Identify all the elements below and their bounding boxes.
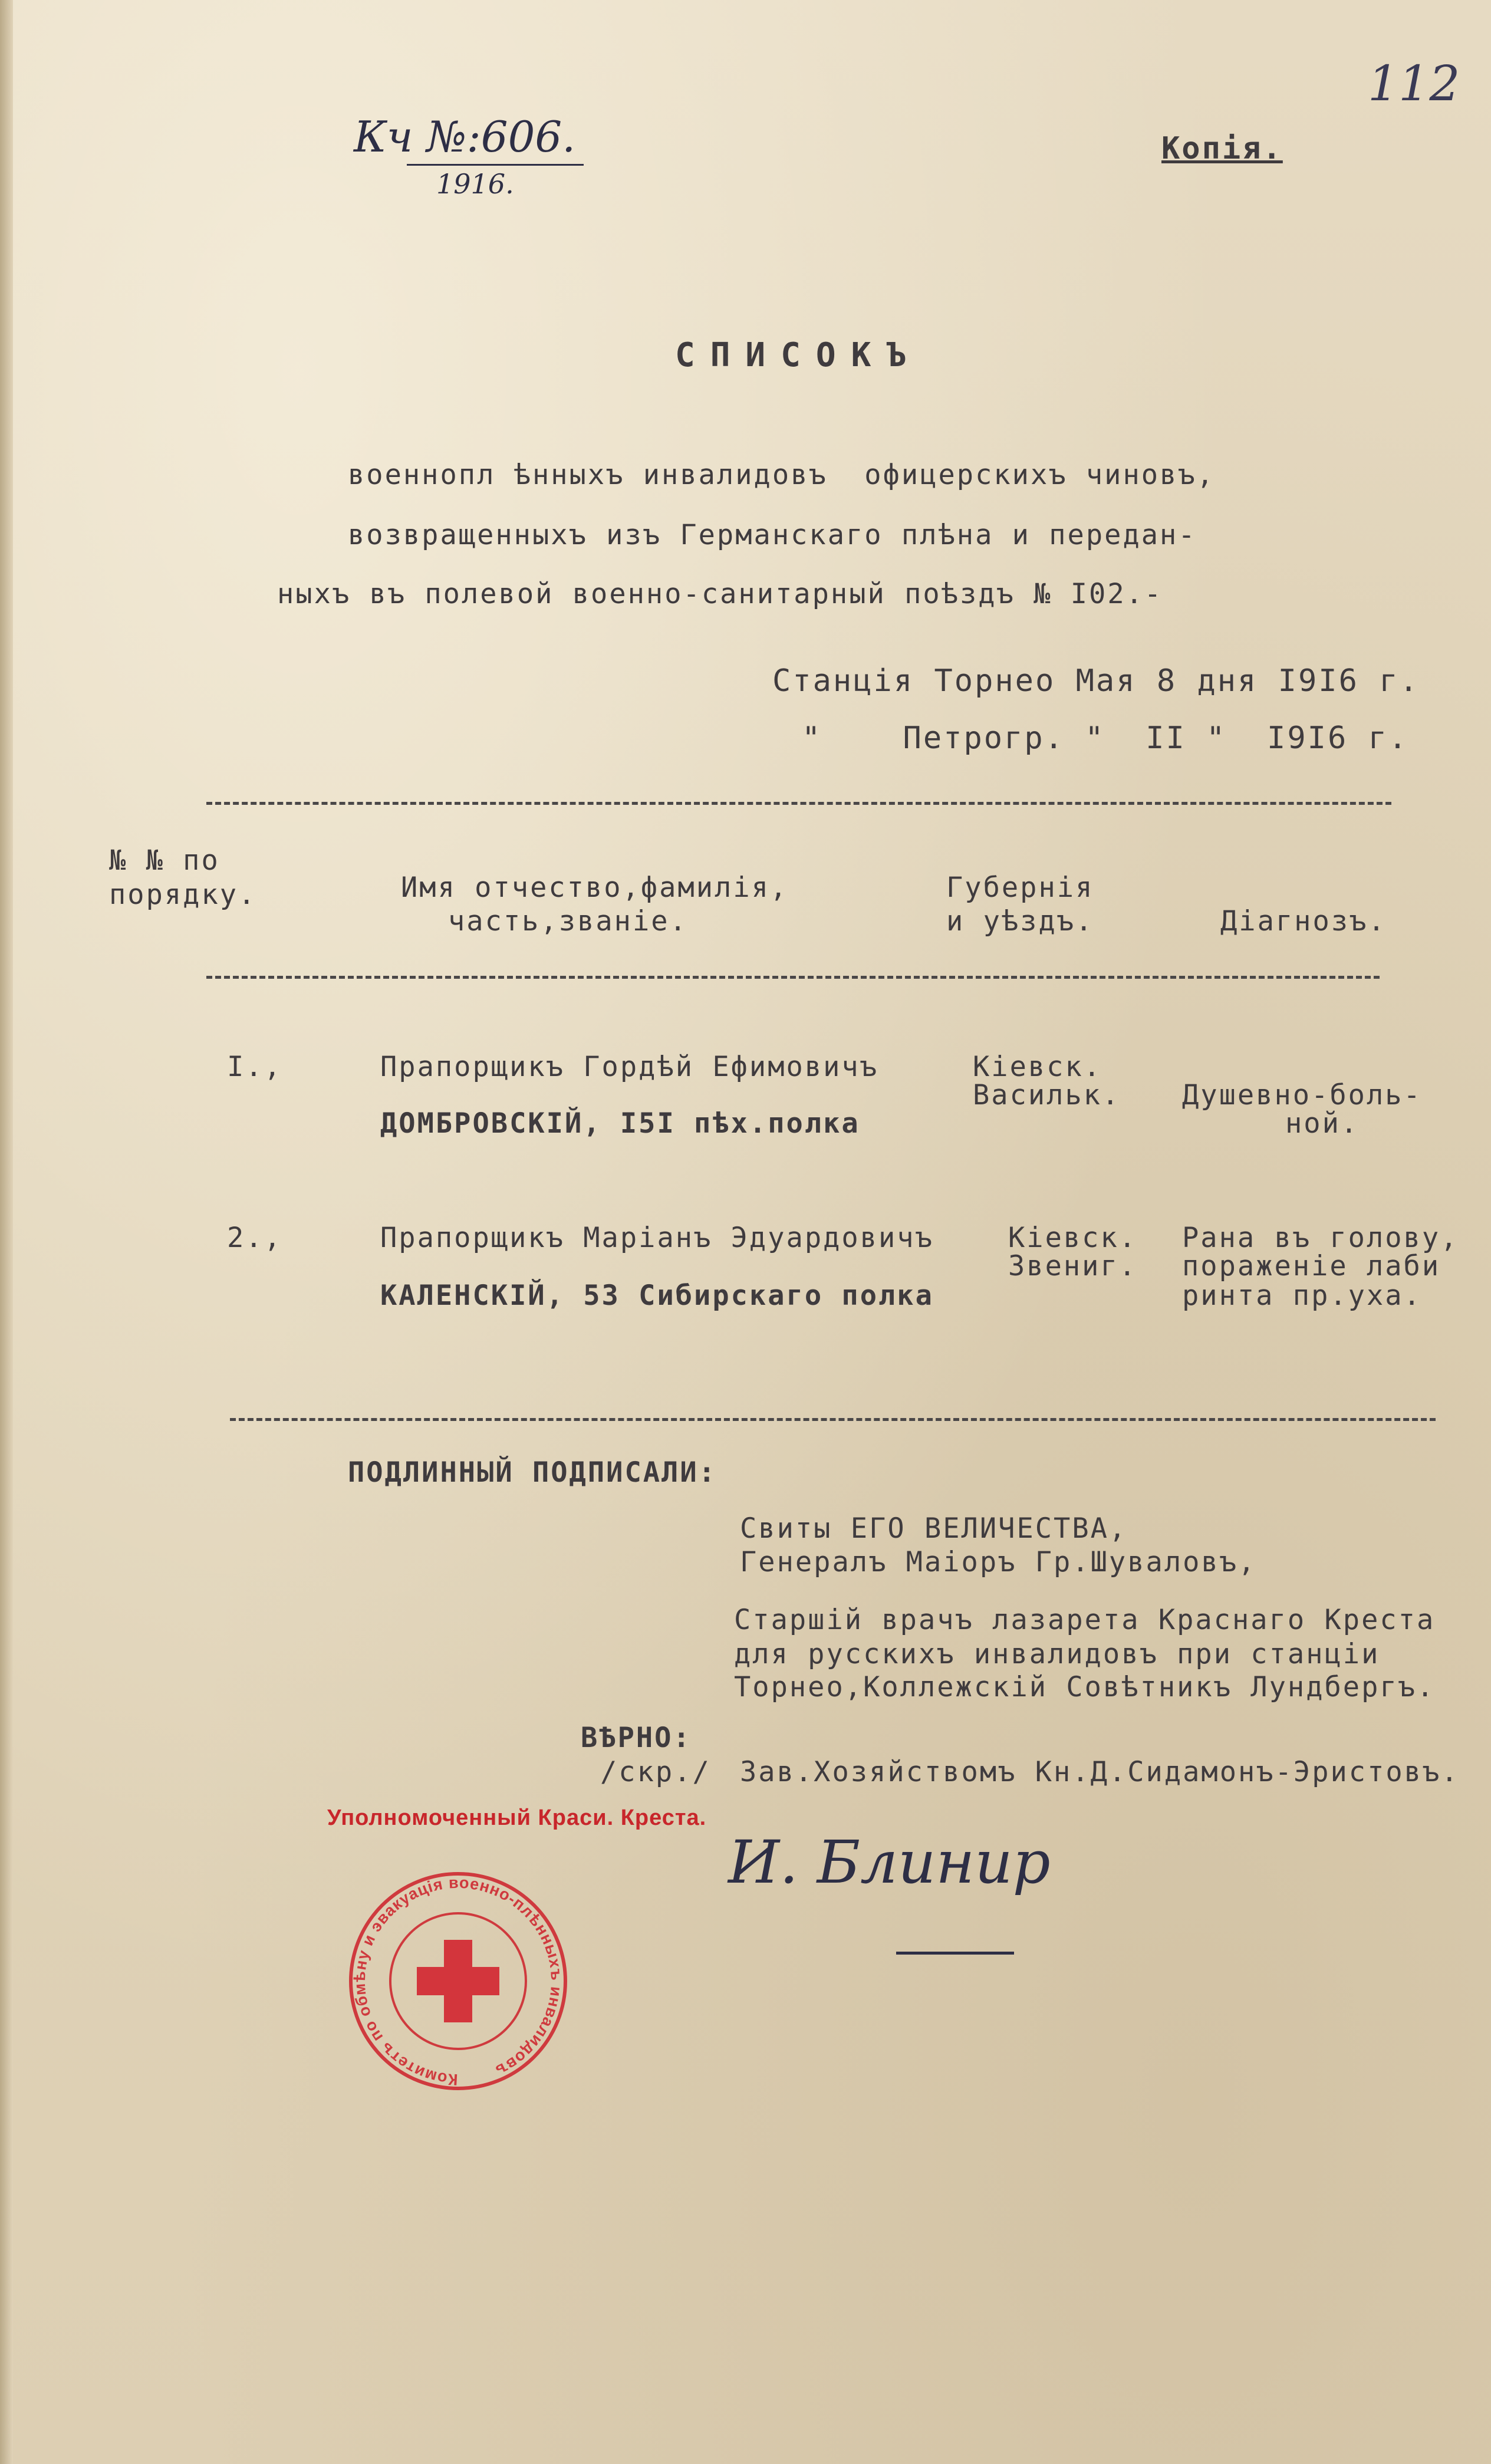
signature-2-line-3: Торнео,Коллежскій Совѣтникъ Лундбергъ. <box>734 1671 1436 1703</box>
signature-1-line-2: Генералъ Маіоръ Гр.Шуваловъ, <box>740 1546 1257 1578</box>
col-header-number-1: № № по <box>109 844 220 877</box>
authorized-stamp-label: Уполномоченный Краси. Креста. <box>327 1805 707 1830</box>
registration-year: 1916. <box>436 168 514 200</box>
signature-3: Зав.Хозяйствомъ Кн.Д.Сидамонъ-Эристовъ. <box>740 1756 1460 1788</box>
signature-underline <box>896 1952 1014 1955</box>
col-header-diagnosis: Діагнозъ. <box>1220 905 1387 937</box>
signature-2-line-1: Старшій врачъ лазарета Краснаго Креста <box>734 1604 1436 1636</box>
row-gubernia-line-1: Кіевск. <box>1008 1222 1138 1254</box>
row-diagnosis-line-2: ной. <box>1285 1107 1360 1140</box>
row-name-line-2: ДОМБРОВСКІЙ, I5I пѣх.полка <box>380 1107 860 1140</box>
skr-label: /скр./ <box>600 1756 711 1788</box>
row-diagnosis-line-1: Душевно-боль- <box>1182 1079 1422 1111</box>
col-header-name-1: Имя отчество,фамилія, <box>401 871 789 904</box>
title-line-2: возвращенныхъ изъ Германскаго плѣна и передан- <box>348 519 1197 551</box>
station-line: Станція Торнео Мая 8 дня I9I6 г. <box>772 663 1420 699</box>
verno-label: ВѢРНО: <box>581 1722 692 1754</box>
col-header-name-2: часть,званіе. <box>448 905 688 937</box>
signature-1-line-1: Свиты ЕГО ВЕЛИЧЕСТВА, <box>740 1512 1128 1545</box>
col-header-gubernia-2: и уѣздъ. <box>946 905 1094 937</box>
signatures-heading: ПОДЛИННЫЙ ПОДПИСАЛИ: <box>348 1456 717 1489</box>
row-diagnosis-line-3: ринта пр.уха. <box>1182 1279 1422 1312</box>
row-name-line-2: КАЛЕНСКІЙ, 53 Сибирскаго полка <box>380 1279 934 1312</box>
document-title: СПИСОКЪ <box>675 336 922 374</box>
row-number: 2., <box>227 1222 282 1254</box>
row-gubernia-line-1: Кіевск. <box>973 1051 1102 1083</box>
row-number: I., <box>227 1051 282 1083</box>
page-number: 112 <box>1368 56 1460 112</box>
row-diagnosis-line-1: Рана въ голову, <box>1182 1222 1459 1254</box>
row-name-line-1: Прапорщикъ Маріанъ Эдуардовичъ <box>380 1222 934 1254</box>
col-header-gubernia-1: Губернія <box>946 871 1094 904</box>
row-gubernia-line-2: Звениг. <box>1008 1250 1138 1282</box>
title-line-3: ныхъ въ полевой военно-санитарный поѣздъ № I02.- <box>277 578 1163 610</box>
row-gubernia-line-2: Васильк. <box>973 1079 1121 1111</box>
copy-label: Копія. <box>1161 131 1283 166</box>
col-header-number-2: порядку. <box>109 879 257 911</box>
title-line-1: военнопл ѣнныхъ инвалидовъ офицерскихъ чиновъ, <box>348 459 1215 491</box>
row-diagnosis-line-2: пораженіе лаби <box>1182 1250 1441 1282</box>
row-name-line-1: Прапорщикъ Гордѣй Ефимовичъ <box>380 1051 879 1083</box>
petrograd-line: " Петрогр. " II " I9I6 г. <box>802 721 1409 756</box>
handwritten-signature: И. Блинир <box>728 1828 1051 1897</box>
signature-2-line-2: для русскихъ инвалидовъ при станціи <box>734 1638 1380 1670</box>
registration-number: Кч №:606. <box>354 112 576 162</box>
seal-ring-textpath: Комитетъ по обмѣну и эвакуація военно-плѣнныхъ инвалидовъ <box>350 1873 566 2089</box>
svg-text:Комитетъ по обмѣну и эвакуація <box>351 1874 566 2088</box>
